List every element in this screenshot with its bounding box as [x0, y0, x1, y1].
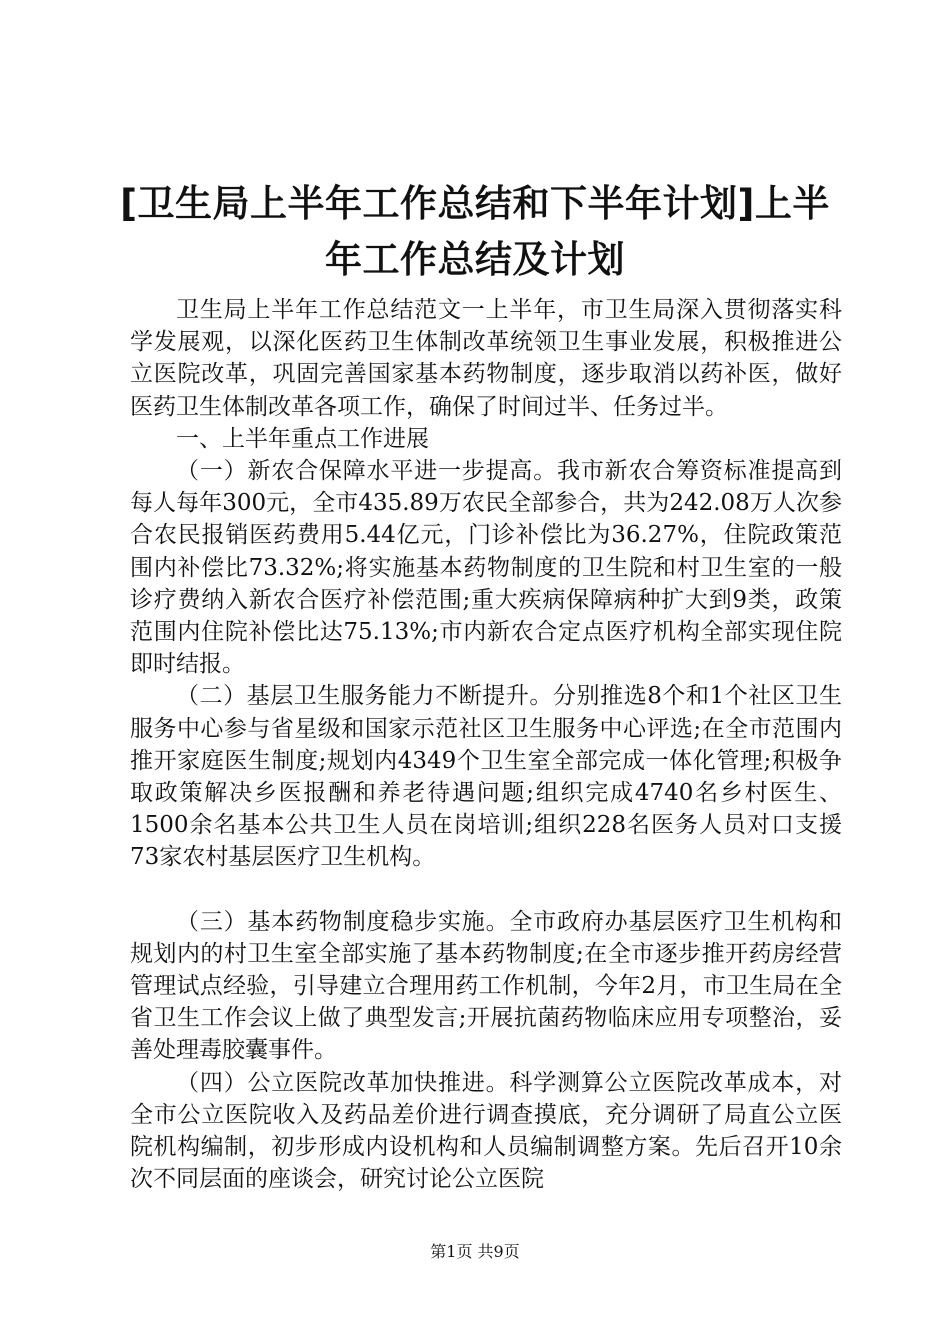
document-title: [卫生局上半年工作总结和下半年计划]上半年工作总结及计划	[120, 182, 830, 281]
paragraph-intro: 卫生局上半年工作总结范文一上半年，市卫生局深入贯彻落实科学发展观，以深化医药卫生体制改革统领卫生事业发展，积极推进公立医院改革，巩固完善国家基本药物制度，逐步取消以药补医，做好医药卫生体制改革各项工作，确保了时间过半、任务过半。	[130, 297, 842, 420]
section-heading: 一、上半年重点工作进展	[176, 425, 429, 452]
paragraph-item-2: （二）基层卫生服务能力不断提升。分别推选8个和1个社区卫生服务中心参与省星级和国家示范社区卫生服务中心评选;在全市范围内推开家庭医生制度;规划内4349个卫生室全部完成一体化管理;积极争取政策解决乡医报酬和养老待遇问题;组织完成4740名乡村医生、1500余名基本公共卫生人员在岗培训;组织228名医务人员对口支援73家农村基层医疗卫生机构。	[130, 683, 842, 871]
paragraph-item-4: （四）公立医院改革加快推进。科学测算公立医院改革成本，对全市公立医院收入及药品差价进行调查摸底，充分调研了局直公立医院机构编制，初步形成内设机构和人员编制调整方案。先后召开10余次不同层面的座谈会，研究讨论公立医院	[130, 1069, 842, 1193]
page-indicator: 第1页 共9页	[430, 1242, 520, 1261]
paragraph-item-3: （三）基本药物制度稳步实施。全市政府办基层医疗卫生机构和规划内的村卫生室全部实施了基本药物制度;在全市逐步推开药房经营管理试点经验，引导建立合理用药工作机制，今年2月，市卫生局在全省卫生工作会议上做了典型发言;开展抗菌药物临床应用专项整治，妥善处理毒胶囊事件。	[130, 908, 842, 1064]
paragraph-item-1: （一）新农合保障水平进一步提高。我市新农合筹资标准提高到每人每年300元，全市435.89万农民全部参合，共为242.08万人次参合农民报销医药费用5.44亿元，门诊补偿比为36.27%，住院政策范围内补偿比73.32%;将实施基本药物制度的卫生院和村卫生室的一般诊疗费纳入新农合医疗补偿范围;重大疾病保障病种扩大到9类，政策范围内住院补偿比达75.13%;市内新农合定点医疗机构全部实现住院即时结报。	[130, 458, 842, 678]
document-body	[130, 294, 842, 1195]
